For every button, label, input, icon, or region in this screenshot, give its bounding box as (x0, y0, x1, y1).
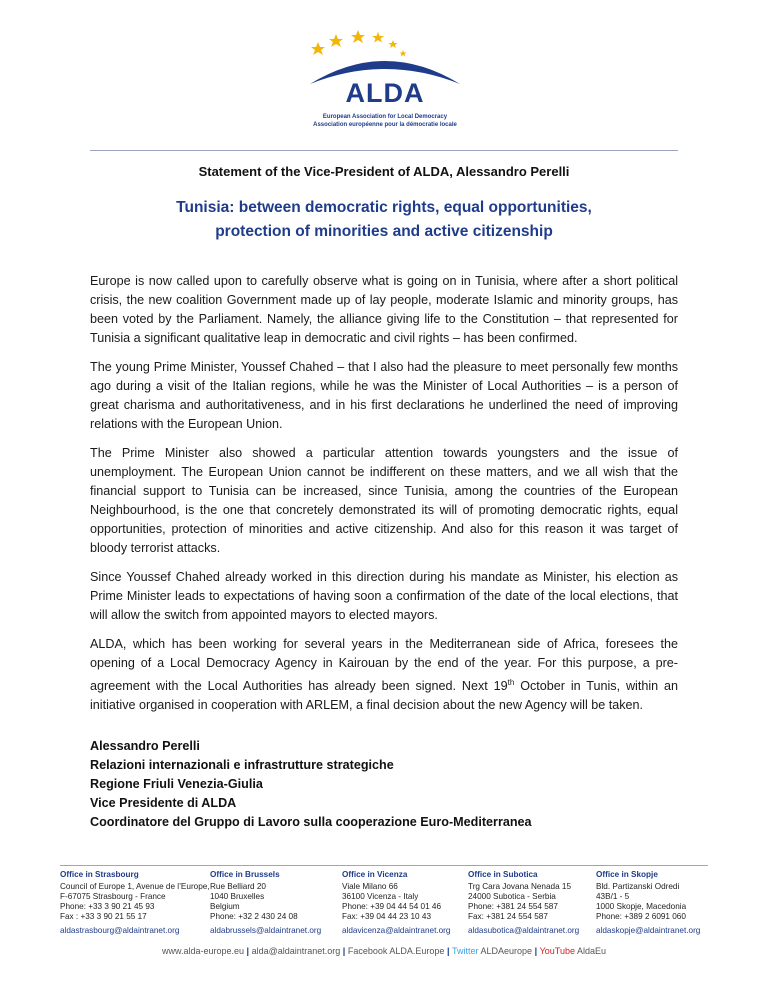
alda-logo (300, 28, 470, 136)
office-email-link[interactable]: aldabrussels@aldaintranet.org (210, 926, 322, 935)
headline-line-1: Tunisia: between democratic rights, equal opportunities, (176, 199, 592, 216)
facebook-handle[interactable]: ALDA.Europe (389, 946, 445, 956)
star-icon (389, 40, 398, 48)
article-body (90, 272, 678, 725)
office-email-link[interactable]: aldaskopje@aldaintranet.org (596, 926, 701, 935)
logo-name: ALDA (345, 78, 425, 108)
separator: | (342, 946, 348, 956)
office-address-line: 43B/1 - 5 (596, 892, 630, 901)
signatory-role: Relazioni internazionali e infrastrutture strategiche (90, 758, 394, 772)
footer-divider (60, 865, 708, 866)
star-icon (351, 30, 365, 43)
separator: | (446, 946, 452, 956)
office-address-line: Belgium (210, 902, 240, 911)
office-brussels (210, 870, 342, 936)
paragraph-text: October in Tunis, within an initiative organised in cooperation with ARLEM, a final decision about the new Agency will be taken. (90, 679, 678, 713)
paragraph: Since Youssef Chahed already worked in this direction during his mandate as Minister, his election as Prime Minister leads to expectations of having soon a confirmation of the date of the local elections, that will allow the switch from appointed mayors to elected mayors. (90, 570, 678, 622)
office-skopje (596, 870, 708, 936)
office-title: Office in Subotica (468, 870, 538, 879)
office-fax: Fax: +381 24 554 587 (468, 912, 548, 921)
logo-subtitle-en: European Association for Local Democracy (322, 114, 448, 120)
office-phone: Phone: +32 2 430 24 08 (210, 912, 298, 921)
headline-line-2: protection of minorities and active citizenship (215, 223, 553, 240)
youtube-label[interactable]: YouTube (539, 946, 575, 956)
signatory-title: Vice Presidente di ALDA (90, 796, 237, 810)
office-phone: Phone: +381 24 554 587 (468, 902, 558, 911)
office-list (60, 870, 708, 940)
office-title: Office in Brussels (210, 870, 280, 879)
logo-subtitle-fr: Association européenne pour la démocratie locale (313, 122, 457, 128)
office-phone: Phone: +389 2 6091 060 (596, 912, 686, 921)
office-address-line: 1000 Skopje, Macedonia (596, 902, 687, 911)
office-phone: Phone: +33 3 90 21 45 93 (60, 902, 155, 911)
signatory-name: Alessandro Perelli (90, 739, 200, 753)
office-address-line: 1040 Bruxelles (210, 892, 265, 901)
separator: | (246, 946, 252, 956)
paragraph: The Prime Minister also showed a particular attention towards youngsters and the issue of unemployment. The European Union cannot be indifferent on these matters, and we all wish that the financial support to Tunisia can be increased, since Tunisia, among the countries of the European Neighbourhood, is the one that concretely demonstrated its will of promoting democratic rights, equal opportunities, protection of minorities and active citizenship. And also for this reason it was target of bloody terrorist attacks. (90, 446, 678, 555)
office-address-line: 24000 Subotica - Serbia (468, 892, 556, 901)
office-vicenza (342, 870, 474, 936)
header-divider (90, 150, 678, 151)
office-address-line: Rue Belliard 20 (210, 882, 266, 891)
star-icon (372, 32, 384, 43)
signature-block (90, 737, 678, 832)
headline (90, 196, 678, 244)
office-fax: Fax: +39 04 44 23 10 43 (342, 912, 431, 921)
paragraph: Europe is now called upon to carefully observe what is going on in Tunisia, where after a short political crisis, the new coalition Government made up of lay people, moderate Islamic and minority groups, has been voted by the Parliament. Namely, the alliance giving life to the Constitution – that represented for Tunisia a significant qualitative leap in democratic and civil rights – has been confirmed. (90, 274, 678, 345)
office-email-link[interactable]: aldavicenza@aldaintranet.org (342, 926, 451, 935)
office-address-line: 36100 Vicenza - Italy (342, 892, 419, 901)
office-address-line: Council of Europe 1, Avenue de l’Europe, (60, 882, 210, 891)
office-title: Office in Strasbourg (60, 870, 139, 879)
separator: | (534, 946, 540, 956)
office-subotica (468, 870, 600, 936)
twitter-handle[interactable]: ALDAeurope (480, 946, 533, 956)
office-email-link[interactable]: aldastrasbourg@aldaintranet.org (60, 926, 180, 935)
office-address-line: Viale Milano 66 (342, 882, 398, 891)
star-icon (329, 34, 343, 47)
office-phone: Phone: +39 04 44 54 01 46 (342, 902, 442, 911)
website-link[interactable]: www.alda-europe.eu (161, 946, 245, 956)
paragraph-text: ALDA, which has been working for several years in the Mediterranean side of Africa, foresees the opening of a Local Democracy Agency in Kairouan by the end of the year. For this purpose, a pre-agreement with the Local Authorities has already been signed. Next 19 (90, 637, 678, 694)
star-icon (400, 50, 407, 57)
youtube-handle[interactable]: AldaEu (576, 946, 607, 956)
office-address-line: F-67075 Strasbourg - France (60, 892, 166, 901)
footer-links (60, 946, 708, 956)
office-email-link[interactable]: aldasubotica@aldaintranet.org (468, 926, 580, 935)
office-title: Office in Skopje (596, 870, 658, 879)
office-fax: Fax : +33 3 90 21 55 17 (60, 912, 147, 921)
paragraph-last (90, 635, 678, 715)
twitter-label[interactable]: Twitter (451, 946, 479, 956)
facebook-label[interactable]: Facebook (347, 946, 388, 956)
ordinal-suffix: th (507, 678, 515, 687)
email-link[interactable]: alda@aldaintranet.org (251, 946, 341, 956)
signatory-region: Regione Friuli Venezia-Giulia (90, 777, 263, 791)
office-address-line: Trg Cara Jovana Nenada 15 (468, 882, 572, 891)
star-icon (311, 42, 325, 55)
paragraph: The young Prime Minister, Youssef Chahed – that I also had the pleasure to meet personally few months ago during a visit of the Italian regions, while he was the Minister of Local Authorities – is a person of great charisma and authoritativeness, and in his first declarations he underlined the need of improving relations with the European Union. (90, 360, 678, 431)
office-title: Office in Vicenza (342, 870, 408, 879)
signatory-coordinator: Coordinatore del Gruppo di Lavoro sulla cooperazione Euro-Mediterranea (90, 815, 532, 829)
office-strasbourg (60, 870, 210, 936)
office-address-line: Bld. Partizanski Odredi (596, 882, 680, 891)
statement-title: Statement of the Vice-President of ALDA, Alessandro Perelli (198, 164, 570, 179)
